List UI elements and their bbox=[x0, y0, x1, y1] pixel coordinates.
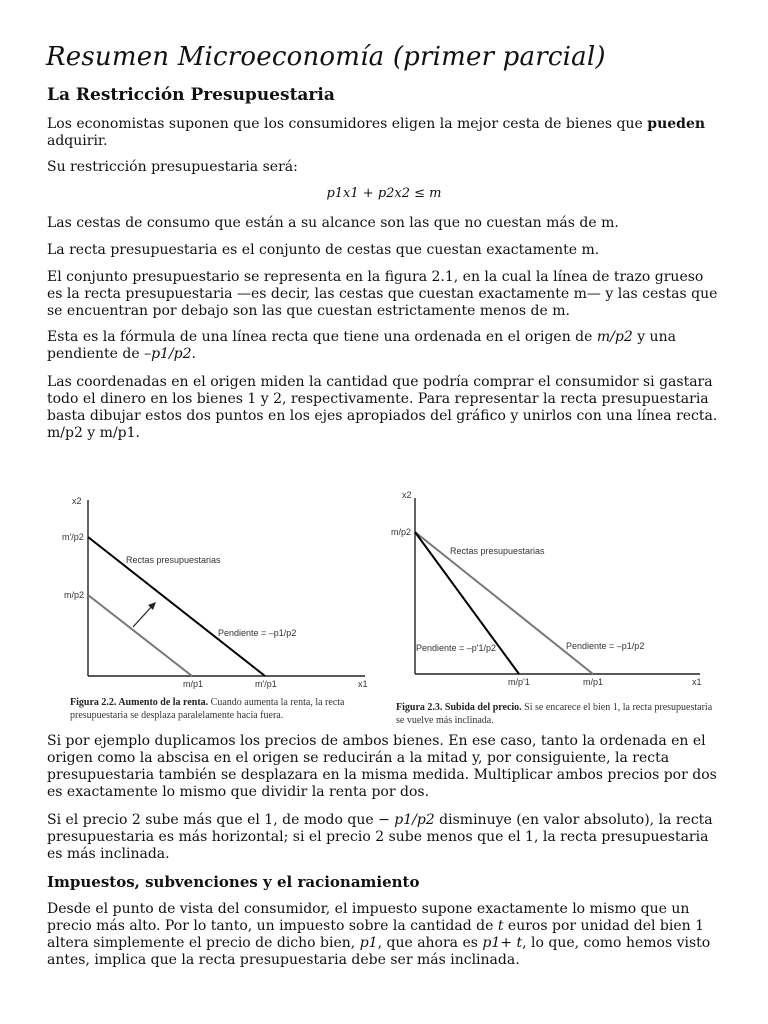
y-tick-low: m/p2 bbox=[64, 590, 85, 600]
x-tick-low: m/p1 bbox=[183, 679, 204, 689]
paragraph-coordinates: Las coordenadas en el origen miden la cantidad que podría comprar el consumidor si gastara todo el dinero en los bienes 1 y 2, respectivamente. Para representar la recta presupuestaria basta dibujar estos dos puntos en los ejes apropiados del gráfico y unirlos con una línea recta. m/p2 y m/p1. bbox=[47, 374, 718, 441]
formula-text: p1x1 + p2x2 ≤ m bbox=[326, 186, 442, 201]
paragraph-budget-line: La recta presupuestaria es el conjunto de cestas que cuestan exactamente m. bbox=[47, 242, 600, 258]
math-ratio: − p1/p2 bbox=[378, 812, 435, 828]
page-title: Resumen Microeconomía (primer parcial) bbox=[46, 42, 606, 72]
paragraph-budget-set: El conjunto presupuestario se representa en la figura 2.1, en la cual la línea de trazo grueso es la recta presupuestaria —es decir, las cestas que cuestan exactamente m— y las cestas que se encuentran por debajo son las que cuestan estrictamente menos de m. bbox=[47, 269, 718, 319]
figure-2-2-chart bbox=[60, 490, 380, 690]
y-axis-label: x2 bbox=[402, 490, 412, 500]
slope-flat-label: Pendiente = –p1/p2 bbox=[566, 641, 645, 651]
lines-label: Rectas presupuestarias bbox=[450, 546, 545, 556]
figure-2-2-caption: Figura 2.2. Aumento de la renta. Cuando aumenta la renta, la recta presupuestaria se desplaza paralelamente hacia fuera. bbox=[70, 697, 345, 721]
figure-2-3 bbox=[388, 484, 713, 692]
paragraph-constraint-intro: Su restricción presupuestaria será: bbox=[47, 159, 298, 175]
paragraph-intro: Los economistas suponen que los consumidores eligen la mejor cesta de bienes que pueden adquirir. bbox=[47, 116, 706, 149]
x-tick-low: m/p'1 bbox=[508, 677, 530, 687]
paragraph-line-formula: Esta es la fórmula de una línea recta que tiene una ordenada en el origen de m/p2 y una pendiente de –p1/p2. bbox=[47, 329, 676, 362]
x-axis-label: x1 bbox=[358, 679, 368, 689]
slope-steep-label: Pendiente = –p'1/p2 bbox=[416, 643, 497, 653]
y-tick: m/p2 bbox=[391, 527, 412, 537]
section-heading-budget-constraint: La Restricción Presupuestaria bbox=[47, 85, 335, 105]
paragraph-taxes: Desde el punto de vista del consumidor, el impuesto supone exactamente lo mismo que un precio más alto. Por lo tanto, un impuesto sobre la cantidad de t euros por unidad del bien 1 altera simplemente el precio de dicho bien, p1, que ahora es p1+ t, lo que, como hemos visto antes, implica que la recta presupuestaria debe ser más inclinada. bbox=[47, 901, 711, 968]
section-heading-taxes: Impuestos, subvenciones y el racionamiento bbox=[47, 873, 420, 891]
lines-label: Rectas presupuestarias bbox=[126, 555, 221, 565]
figure-2-3-caption: Figura 2.3. Subida del precio. Si se encarece el bien 1, la recta presupuestaria se vuelve más inclinada. bbox=[396, 702, 713, 726]
budget-formula bbox=[0, 186, 768, 201]
bold-word: pueden bbox=[647, 116, 706, 132]
figure-2-3-chart bbox=[388, 484, 713, 692]
slope-label: Pendiente = –p1/p2 bbox=[218, 628, 297, 638]
x-tick-high: m/p1 bbox=[583, 677, 604, 687]
shift-arrow bbox=[133, 605, 153, 627]
x-tick-high: m'/p1 bbox=[255, 679, 277, 689]
y-tick-high: m'/p2 bbox=[62, 532, 84, 542]
paragraph-price-2: Si el precio 2 sube más que el 1, de modo que − p1/p2 disminuye (en valor absoluto), la recta presupuestaria es más horizontal; si el precio 2 sube menos que el 1, la recta presupuestaria es más inclinada. bbox=[47, 812, 713, 862]
paragraph-affordable: Las cestas de consumo que están a su alcance son las que no cuestan más de m. bbox=[47, 215, 619, 231]
figure-2-2 bbox=[60, 490, 380, 690]
x-axis-label: x1 bbox=[692, 677, 702, 687]
paragraph-double-prices: Si por ejemplo duplicamos los precios de ambos bienes. En ese caso, tanto la ordenada en el origen como la abscisa en el origen se reducirán a la mitad y, por consiguiente, la recta presupuestaria también se desplazara en la misma medida. Multiplicar ambos precios por dos es exactamente lo mismo que dividir la renta por dos. bbox=[47, 733, 717, 800]
y-axis-label: x2 bbox=[72, 496, 82, 506]
